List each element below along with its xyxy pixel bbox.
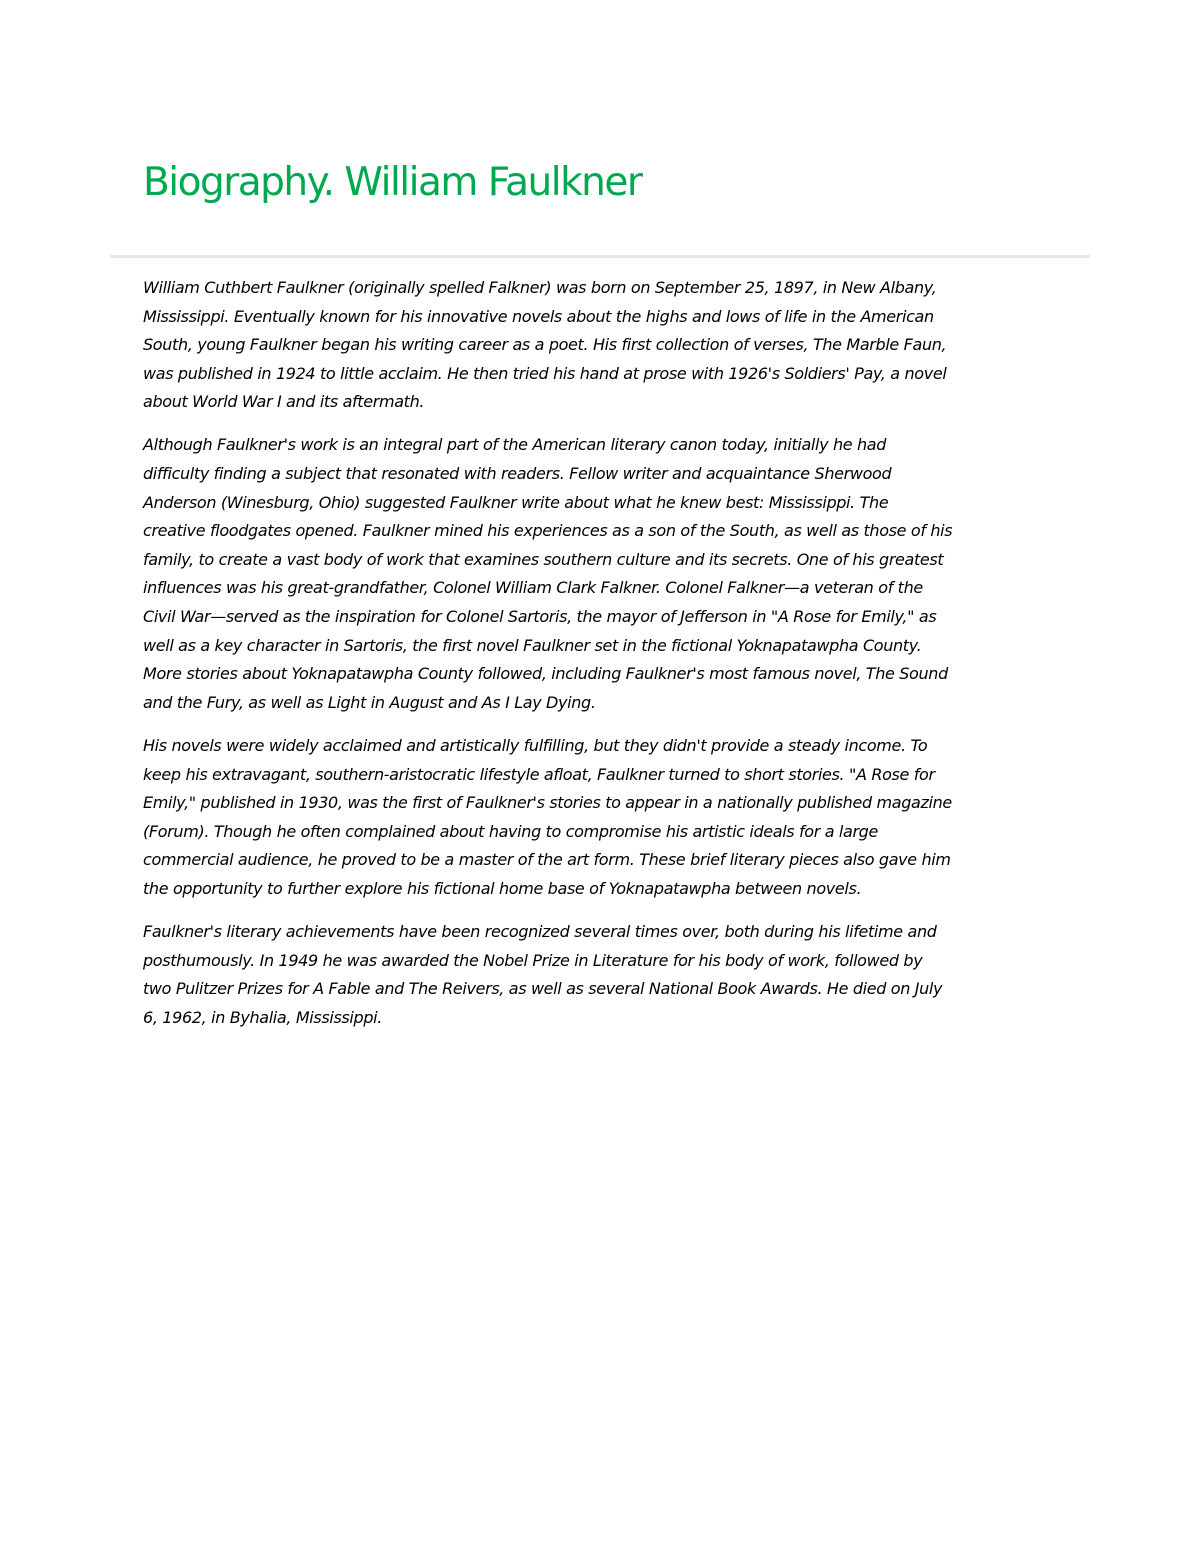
paragraph-line: Faulkner's literary achievements have been recognized several times over, both during his lifetime and bbox=[143, 921, 937, 941]
paragraph-line: about World War I and its aftermath. bbox=[143, 392, 425, 412]
title-divider bbox=[110, 255, 1090, 258]
body-paragraph bbox=[143, 918, 1063, 1032]
paragraph-line: Anderson (Winesburg, Ohio) suggested Faulkner write about what he knew best: Mississippi. The bbox=[143, 492, 889, 512]
paragraph-line: the opportunity to further explore his fictional home base of Yoknapatawpha between novels. bbox=[143, 878, 862, 898]
paragraph-line: was published in 1924 to little acclaim. He then tried his hand at prose with 1926's Soldiers' Pay, a novel bbox=[143, 363, 947, 383]
paragraph-line: (Forum). Though he often complained about having to compromise his artistic ideals for a large bbox=[143, 821, 878, 841]
paragraph-line: influences was his great-grandfather, Colonel William Clark Falkner. Colonel Falkner—a veteran of the bbox=[143, 578, 923, 598]
paragraph-line: commercial audience, he proved to be a master of the art form. These brief literary pieces also gave him bbox=[143, 850, 951, 870]
paragraph-line: 6, 1962, in Byhalia, Mississippi. bbox=[143, 1007, 382, 1027]
paragraph-line: South, young Faulkner began his writing career as a poet. His first collection of verses, The Marble Faun, bbox=[143, 335, 947, 355]
paragraph-line: keep his extravagant, southern-aristocratic lifestyle afloat, Faulkner turned to short stories. "A Rose for bbox=[143, 764, 935, 784]
document-title: Biography. William Faulkner bbox=[143, 160, 642, 205]
paragraph-line: His novels were widely acclaimed and artistically fulfilling, but they didn't provide a steady income. To bbox=[143, 735, 928, 755]
paragraph-line: creative floodgates opened. Faulkner mined his experiences as a son of the South, as well as those of his bbox=[143, 521, 953, 541]
body-paragraph bbox=[143, 274, 1063, 417]
body-paragraph bbox=[143, 431, 1063, 717]
paragraph-line: two Pulitzer Prizes for A Fable and The Reivers, as well as several National Book Awards. He died on July bbox=[143, 979, 943, 999]
paragraph-line: family, to create a vast body of work that examines southern culture and its secrets. One of his greatest bbox=[143, 549, 944, 569]
document-body bbox=[143, 274, 1063, 1047]
paragraph-line: Although Faulkner's work is an integral part of the American literary canon today, initially he had bbox=[143, 435, 887, 455]
paragraph-line: William Cuthbert Faulkner (originally spelled Falkner) was born on September 25, 1897, in New Albany, bbox=[143, 278, 937, 297]
paragraph-line: and the Fury, as well as Light in August and As I Lay Dying. bbox=[143, 692, 596, 712]
paragraph-line: Mississippi. Eventually known for his innovative novels about the highs and lows of life in the American bbox=[143, 306, 934, 326]
paragraph-line: posthumously. In 1949 he was awarded the Nobel Prize in Literature for his body of work, followed by bbox=[143, 950, 923, 970]
body-paragraph bbox=[143, 732, 1063, 904]
paragraph-line: Emily," published in 1930, was the first of Faulkner's stories to appear in a nationally published magazine bbox=[143, 793, 952, 813]
paragraph-line: Civil War—served as the inspiration for Colonel Sartoris, the mayor of Jefferson in "A Rose for Emily," as bbox=[143, 607, 937, 627]
paragraph-line: More stories about Yoknapatawpha County followed, including Faulkner's most famous novel, The Sound bbox=[143, 664, 948, 684]
paragraph-line: well as a key character in Sartoris, the first novel Faulkner set in the fictional Yoknapatawpha County. bbox=[143, 635, 922, 655]
paragraph-line: difficulty finding a subject that resonated with readers. Fellow writer and acquaintance Sherwood bbox=[143, 464, 892, 484]
